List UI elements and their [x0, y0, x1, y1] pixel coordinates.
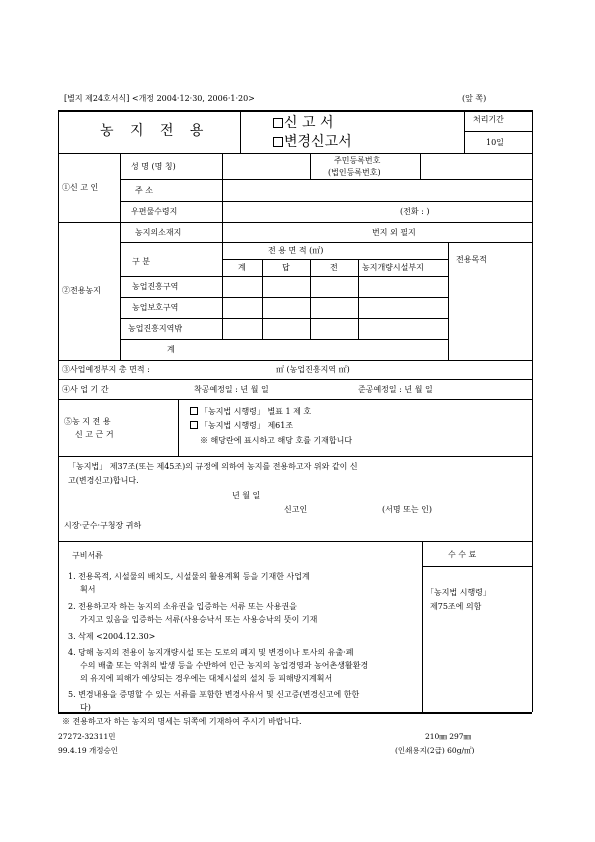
end-date: 준공예정일 : 년 월 일: [358, 385, 433, 394]
declaration-date: 년 월 일: [232, 491, 261, 500]
document-item: 5. 변경내용을 증명할 수 있는 서류를 포함한 변경사유서 및 신고증(변경신고에 한한: [68, 690, 360, 699]
period-label: ④사 업 기 간: [62, 385, 109, 394]
row-label: 계: [167, 345, 175, 354]
address-label: 주 소: [135, 186, 153, 195]
change-report-checkbox[interactable]: [273, 137, 283, 147]
declaration-line: 고(변경신고)합니다.: [68, 476, 139, 485]
col-improved-facility: 농지개량시설부지: [362, 263, 424, 272]
basis-item-1: 「농지법 시행령」 별표 1 제 호: [190, 407, 311, 416]
recipient: 시장·군수·구청장 귀하: [64, 521, 142, 530]
farmland-section-label: ②전용농지: [62, 286, 101, 295]
id-label: 주민등록번호: [334, 156, 381, 165]
fee-basis: 제75조에 의함: [430, 602, 482, 611]
page-side: (앞 쪽): [462, 94, 487, 103]
start-date: 착공예정일 : 년 월 일: [194, 385, 269, 394]
document-item: 의 유지에 피해가 예상되는 경우에는 대체시설의 설치 등 피해방지계획서: [80, 674, 333, 683]
fee-basis: 「농지법 시행령」: [426, 588, 491, 597]
basis-1-checkbox[interactable]: [190, 407, 198, 415]
basis-note: ※ 해당란에 표시하고 해당 호를 기재합니다: [200, 436, 353, 445]
processing-period-label: 처리기간: [473, 115, 504, 124]
approval-date: 99.4.19 개정승인: [58, 746, 118, 755]
division-label: 구 분: [132, 257, 150, 266]
document-item: 획서: [80, 585, 96, 594]
document-item: 1. 전용목적, 시설물의 배치도, 시설물의 활용계획 등을 기재한 사업계: [68, 572, 310, 581]
postal-address-label: 우편물수령지: [131, 207, 178, 216]
form-code: 27272-32311민: [58, 732, 116, 741]
document-item: 수의 배출 또는 악취의 발생 등을 수반하여 인근 농지의 농업경영과 농어촌생활환경: [80, 661, 369, 670]
name-label: 성 명 (명 칭): [131, 162, 176, 171]
option-report: 신 고 서: [273, 116, 333, 130]
location-label: 농지의소재지: [135, 228, 182, 237]
total-area-label: ③사업예정부지 총 면적 :: [62, 365, 150, 374]
col-field: 전: [330, 263, 338, 272]
row-label: 농업진흥구역: [132, 282, 179, 291]
processing-period-value: 10일: [486, 138, 504, 147]
purpose-label: 전용목적: [456, 255, 487, 264]
paper-size: 210㎜ 297㎜: [425, 732, 472, 741]
form-id: [별지 제24호서식] <개정 2004·12·30, 2006·1·20>: [64, 94, 255, 103]
row-label: 농업보호구역: [132, 303, 179, 312]
paper-spec: (인쇄용지(2급) 60g/㎡): [395, 746, 475, 755]
basis-item-2: 「농지법 시행령」 제61조: [190, 421, 293, 430]
document-item: 4. 당해 농지의 전용이 농지개량시설 또는 도로의 폐지 및 변경이나 토사의 유출·폐: [68, 648, 354, 657]
col-total: 계: [238, 263, 246, 272]
signature-field: (서명 또는 인): [382, 505, 432, 514]
declaration-line: 「농지법」 제37조(또는 제45조)의 규정에 의하여 농지를 전용하고자 위와 같이 신: [68, 462, 358, 471]
document-item: 가지고 있음을 입증하는 서류(사용승낙서 또는 사용승낙의 뜻이 기재: [80, 615, 318, 624]
row-label: 농업진흥지역밖: [128, 324, 183, 333]
applicant-section-label: ①신 고 인: [62, 183, 99, 192]
corp-id-label: (법인등록번호): [328, 168, 381, 177]
area-header: 전 용 면 적 (㎡): [268, 246, 324, 255]
basis-label: 신 고 근 거: [75, 430, 114, 439]
fee-label: 수 수 료: [448, 550, 477, 559]
basis-label: ⑤농 지 전 용: [64, 417, 111, 426]
phone-field: (전화 : ): [400, 207, 430, 216]
document-item: 3. 삭제 <2004.12.30>: [68, 632, 156, 641]
basis-2-checkbox[interactable]: [190, 421, 198, 429]
lot-label: 번지 외 필지: [372, 228, 416, 237]
total-area-unit: ㎡ (농업진흥지역 ㎡): [276, 365, 350, 374]
col-paddy: 답: [282, 263, 290, 272]
report-checkbox[interactable]: [273, 118, 283, 128]
document-item: 다): [80, 703, 91, 712]
document-item: 2. 전용하고자 하는 농지의 소유권을 입증하는 서류 또는 사용권을: [68, 602, 297, 611]
signer-label: 신고인: [284, 505, 308, 514]
option-change-report: 변경신고서: [273, 135, 352, 149]
form-title: 농 지 전 용: [100, 123, 210, 139]
footer-note: ※ 전용하고자 하는 농지의 명세는 뒤쪽에 기재하여 주시기 바랍니다.: [62, 717, 302, 726]
documents-heading: 구비서류: [72, 551, 103, 560]
